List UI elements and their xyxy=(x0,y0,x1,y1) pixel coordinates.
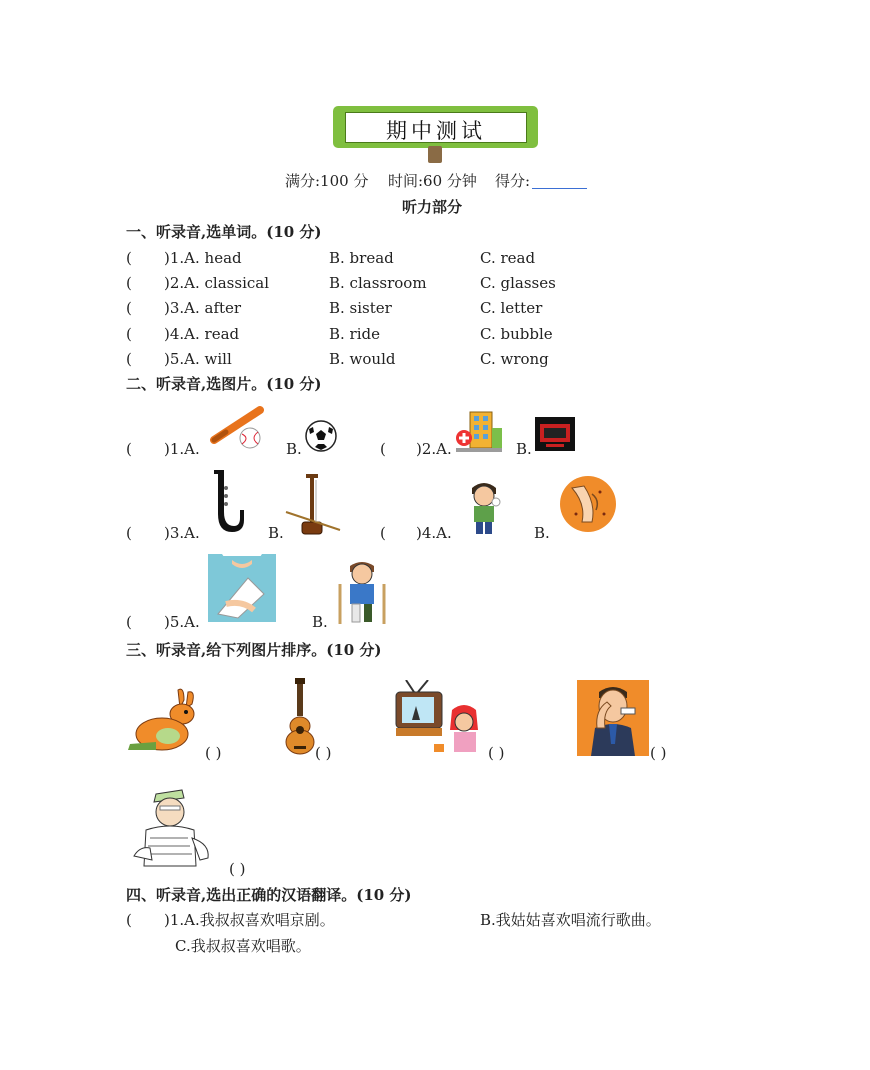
option-b: B. bread xyxy=(329,249,394,267)
option-a: )1.A.我叔叔喜欢唱京剧。 xyxy=(164,911,335,929)
option-b: B. would xyxy=(329,350,396,368)
option-a: )4.A. xyxy=(416,524,452,542)
option-a: )3.A. after xyxy=(164,299,242,317)
answer-paren[interactable]: ( xyxy=(126,325,132,343)
part3-heading: 三、听录音,给下列图片排序。(10 分) xyxy=(126,641,382,659)
erhu-icon xyxy=(282,470,344,538)
option-b: B. ride xyxy=(329,325,381,343)
saxophone-icon xyxy=(206,468,246,538)
option-b: B. classroom xyxy=(329,274,427,292)
answer-paren[interactable]: ( xyxy=(126,440,132,458)
option-a: )3.A. xyxy=(164,524,200,542)
option-c: C. read xyxy=(480,249,536,267)
cinema-screen-icon xyxy=(534,416,576,452)
part2-heading: 二、听录音,选图片。(10 分) xyxy=(126,375,322,393)
option-c: C. letter xyxy=(480,299,543,317)
hospital-icon xyxy=(454,408,504,454)
option-b: B. xyxy=(286,440,302,458)
rabbit-icon xyxy=(126,686,206,756)
answer-paren[interactable]: ( xyxy=(126,613,132,631)
option-a: )1.A. xyxy=(164,440,200,458)
answer-paren[interactable]: ( xyxy=(380,440,386,458)
sneezing-boy-icon xyxy=(462,478,508,536)
option-a: )2.A. classical xyxy=(164,274,270,292)
answer-paren[interactable]: ( xyxy=(380,524,386,542)
order-blank[interactable]: ( ) xyxy=(229,860,246,878)
part4-heading: 四、听录音,选出正确的汉语翻译。(10 分) xyxy=(126,886,412,904)
option-b: B. xyxy=(516,440,532,458)
page-title: 期中测试 xyxy=(386,119,486,143)
option-b: B.我姑姑喜欢唱流行歌曲。 xyxy=(480,911,661,929)
answer-paren[interactable]: ( xyxy=(126,299,132,317)
section-name: 听力部分 xyxy=(402,198,463,216)
order-blank[interactable]: ( ) xyxy=(205,744,222,762)
crutches-boy-icon xyxy=(328,560,396,626)
soccer-ball-icon xyxy=(304,419,338,453)
headache-man-icon xyxy=(577,680,649,756)
option-b: B. xyxy=(312,613,328,631)
option-c: C. bubble xyxy=(480,325,553,343)
order-blank[interactable]: ( ) xyxy=(488,744,505,762)
option-a: )5.A. xyxy=(164,613,200,631)
order-blank[interactable]: ( ) xyxy=(315,744,332,762)
option-c: C.我叔叔喜欢唱歌。 xyxy=(175,937,311,955)
order-blank[interactable]: ( ) xyxy=(650,744,667,762)
answer-paren[interactable]: ( xyxy=(126,274,132,292)
option-a: )4.A. read xyxy=(164,325,240,343)
answer-paren[interactable]: ( xyxy=(126,524,132,542)
answer-paren[interactable]: ( xyxy=(126,350,132,368)
option-c: C. wrong xyxy=(480,350,549,368)
option-b: B. xyxy=(268,524,284,542)
guitar-icon xyxy=(282,678,318,758)
option-b: B. sister xyxy=(329,299,392,317)
title-sign xyxy=(333,106,538,148)
full-marks: 满分:100 分 xyxy=(285,172,369,190)
option-a: )2.A. xyxy=(416,440,452,458)
score-label: 得分: xyxy=(495,172,531,190)
answer-paren[interactable]: ( xyxy=(126,911,132,929)
arm-sling-icon xyxy=(208,554,278,624)
option-a: )5.A. will xyxy=(164,350,232,368)
itchy-arm-icon xyxy=(556,474,620,534)
option-c: C. glasses xyxy=(480,274,556,292)
bandaged-man-icon xyxy=(130,786,214,870)
title-sign-board xyxy=(345,112,527,143)
baseball-bat-icon xyxy=(208,402,266,452)
part1-heading: 一、听录音,选单词。(10 分) xyxy=(126,223,322,241)
answer-paren[interactable]: ( xyxy=(126,249,132,267)
score-blank[interactable] xyxy=(532,188,587,189)
title-sign-post xyxy=(428,146,442,163)
time-limit: 时间:60 分钟 xyxy=(388,172,477,190)
tv-girl-icon xyxy=(394,680,490,760)
option-b: B. xyxy=(534,524,550,542)
option-a: )1.A. head xyxy=(164,249,242,267)
